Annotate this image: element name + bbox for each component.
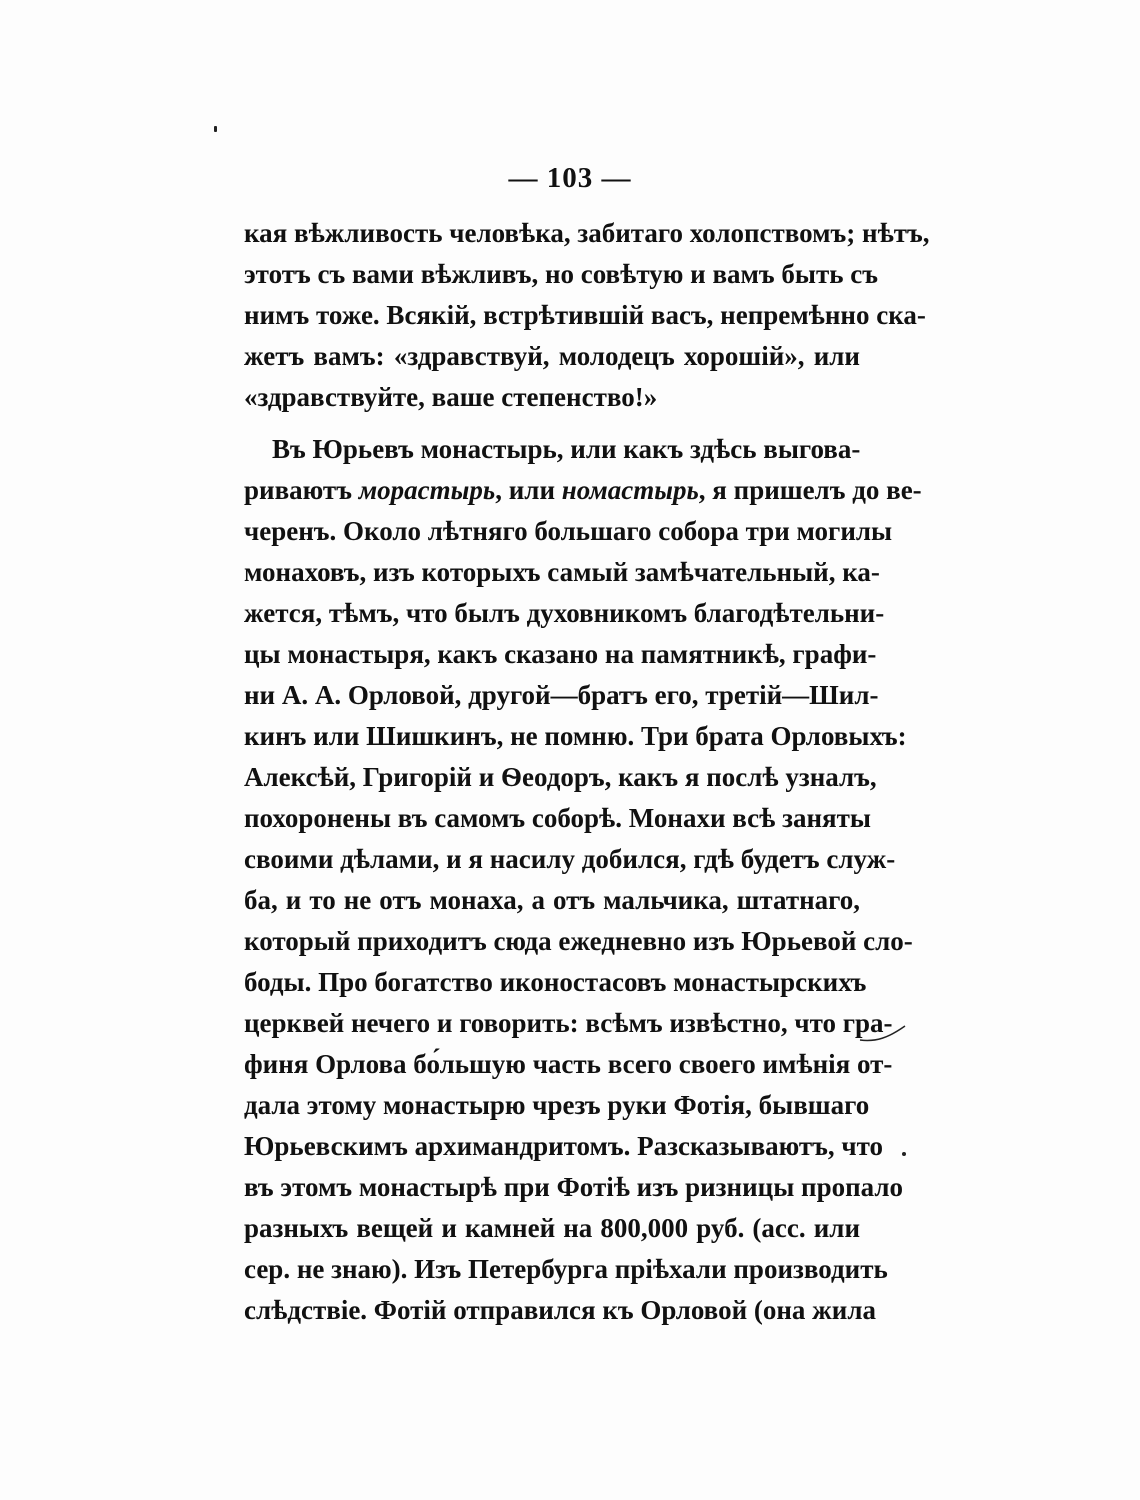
page-number: — 103 — — [508, 162, 632, 194]
text-line: который приходитъ сюда ежедневно изъ Юрьевой сло- — [244, 926, 913, 956]
text-line: ни А. А. Орловой, другой—братъ его, третій—Шил- — [244, 680, 879, 710]
text-line: Въ Юрьевъ монастырь, или какъ здѣсь выгова- — [272, 434, 861, 464]
text-line: слѣдствіе. Фотій отправился къ Орловой (она жила — [244, 1295, 876, 1325]
body-text — [244, 213, 930, 1331]
text-line: монаховъ, изъ которыхъ самый замѣчательный, ка- — [244, 557, 880, 587]
scan-speck — [214, 126, 217, 132]
text-line: этотъ съ вами вѣжливъ, но совѣтую и вамъ быть съ — [244, 259, 878, 289]
text-line: разныхъ вещей и камней на 800,000 руб. (асс. или — [244, 1213, 860, 1243]
text-line: кая вѣжливость человѣка, забитаго холопствомъ; нѣтъ, — [244, 218, 930, 248]
text-line-with-italics — [244, 470, 922, 511]
text-run: риваютъ — [244, 475, 359, 505]
text-line: цы монастыря, какъ сказано на памятникѣ, графи- — [244, 639, 877, 669]
italic-word: номастырь — [561, 475, 699, 505]
text-line: боды. Про богатство иконостасовъ монастырскихъ — [244, 967, 867, 997]
text-line: жетъ вамъ: «здравствуй, молодецъ хорошій», или — [244, 341, 860, 371]
scan-speck — [902, 1152, 906, 1156]
text-line: своими дѣлами, и я насилу добился, гдѣ будетъ служ- — [244, 844, 896, 874]
text-line: церквей нечего и говорить: всѣмъ извѣстно, что гра- — [244, 1008, 893, 1038]
italic-word: морастырь — [358, 475, 496, 505]
text-line: ба, и то не отъ монаха, а отъ мальчика, штатнаго, — [244, 885, 860, 915]
margin-pencil-mark — [858, 1020, 908, 1050]
text-line: черенъ. Около лѣтняго большаго собора три могилы — [244, 516, 893, 546]
text-line: финя Орлова бо́льшую часть всего своего имѣнія от- — [244, 1049, 893, 1079]
text-line: Юрьевскимъ архимандритомъ. Разсказываютъ, что — [244, 1131, 884, 1161]
text-line: Алексѣй, Григорій и Ѳеодоръ, какъ я послѣ узналъ, — [244, 762, 877, 792]
text-line: похоронены въ самомъ соборѣ. Монахи всѣ заняты — [244, 803, 871, 833]
text-line: «здравствуйте, ваше степенство!» — [244, 382, 658, 412]
text-run: , я пришелъ до ве- — [698, 475, 922, 505]
text-line: въ этомъ монастырѣ при Фотіѣ изъ ризницы пропало — [244, 1172, 904, 1202]
text-line: жется, тѣмъ, что былъ духовникомъ благодѣтельни- — [244, 598, 885, 628]
text-line: сер. не знаю). Изъ Петербурга пріѣхали производить — [244, 1254, 888, 1284]
text-line: дала этому монастырю чрезъ руки Фотія, бывшаго — [244, 1090, 870, 1120]
text-run: , или — [495, 475, 562, 505]
text-line: кинъ или Шишкинъ, не помню. Три брата Орловыхъ: — [244, 721, 907, 751]
text-line: нимъ тоже. Всякій, встрѣтившій васъ, непремѣнно ска- — [244, 300, 926, 330]
